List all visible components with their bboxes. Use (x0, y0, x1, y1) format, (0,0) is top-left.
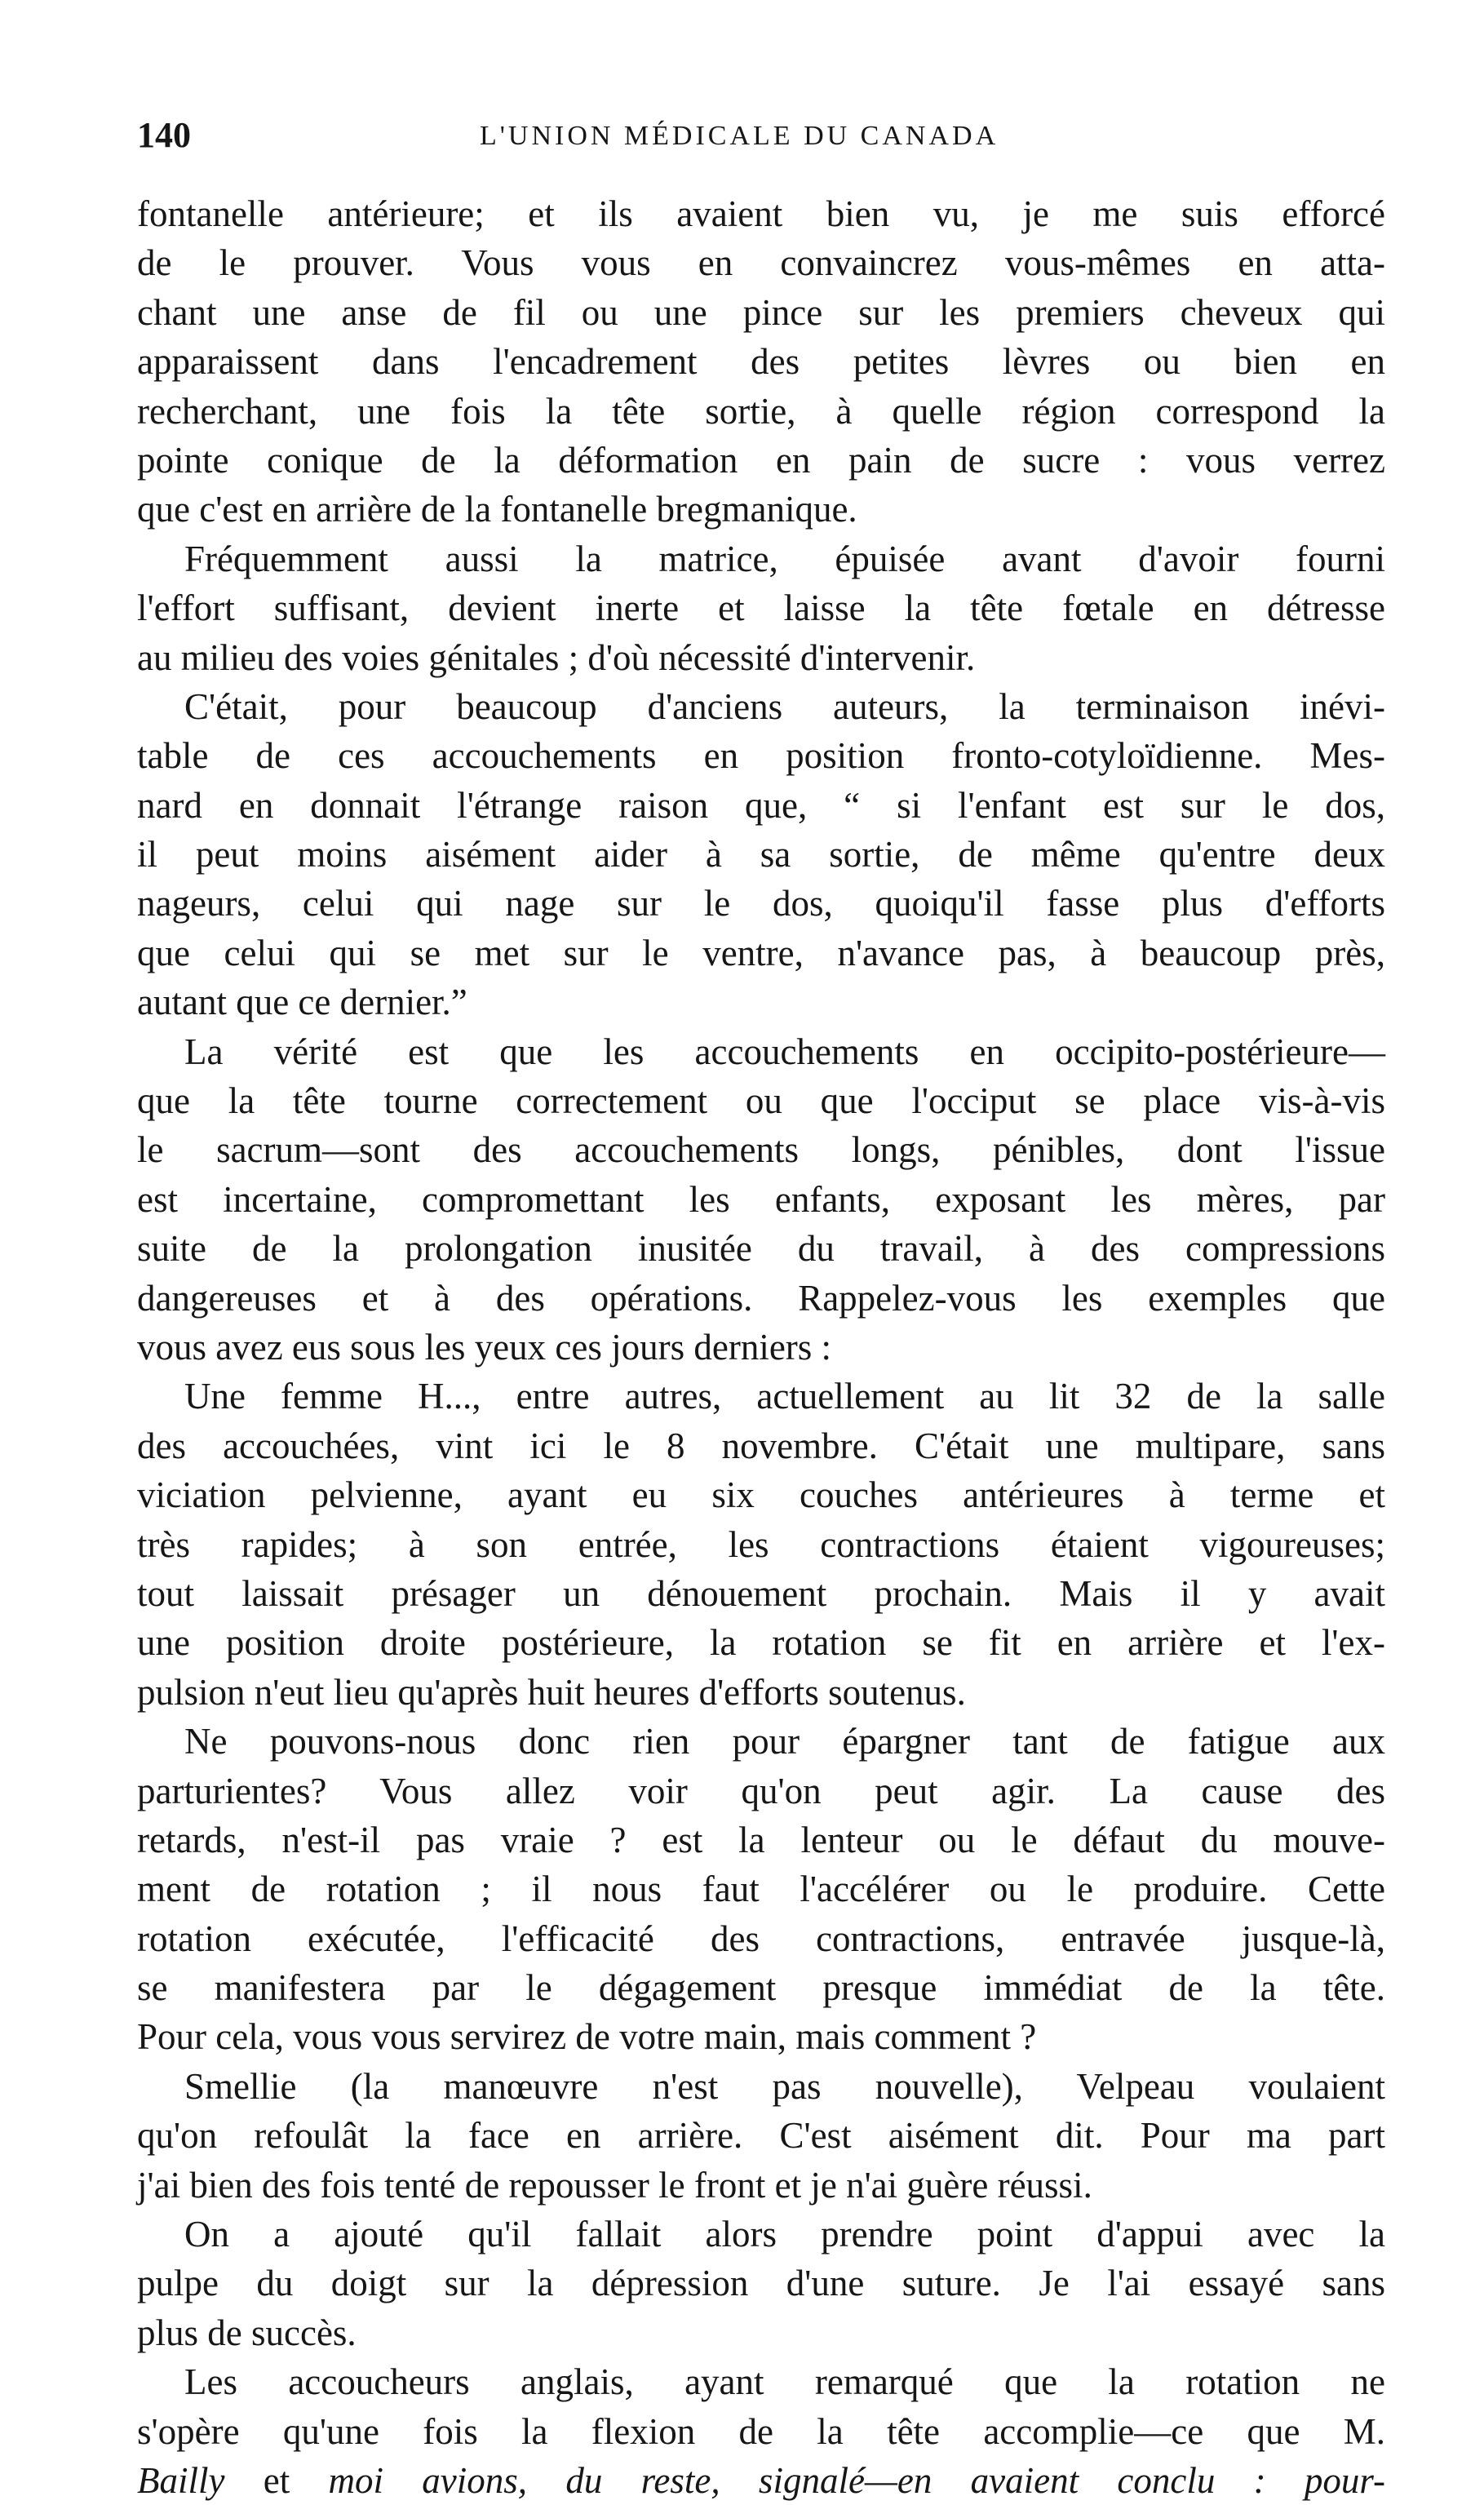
text-line: que celui qui se met sur le ventre, n'avance pas, à beaucoup près, (137, 932, 1385, 973)
text-line: très rapides; à son entrée, les contractions étaient vigoureuses; (137, 1523, 1385, 1565)
text-line: le sacrum—sont des accouchements longs, pénibles, dont l'issue (137, 1129, 1385, 1171)
text-line: chant une anse de fil ou une pince sur les premiers cheveux qui (137, 291, 1385, 333)
text-line: l'effort suffisant, devient inerte et laisse la tête fœtale en détresse (137, 587, 1385, 629)
text-line: pulpe du doigt sur la dépression d'une suture. Je l'ai essayé sans (137, 2263, 1385, 2304)
text-line: Une femme H..., entre autres, actuellement au lit 32 de la salle (184, 1376, 1385, 1417)
text-line (137, 2456, 1385, 2505)
text-line: s'opère qu'une fois la flexion de la tête accomplie—ce que M. (137, 2410, 1385, 2452)
text-line: pulsion n'eut lieu qu'après huit heures d'efforts soutenus. (137, 1671, 966, 1713)
text-line: Fréquemment aussi la matrice, épuisée avant d'avoir fourni (184, 538, 1385, 579)
text-line: que la tête tourne correctement ou que l'occiput se place vis-à-vis (137, 1080, 1385, 1122)
text-line: On a ajouté qu'il fallait alors prendre point d'appui avec la (184, 2214, 1385, 2255)
text-line: suite de la prolongation inusitée du travail, à des compressions (137, 1228, 1385, 1270)
text-line: retards, n'est-il pas vraie ? est la lenteur ou le défaut du mouve- (137, 1819, 1385, 1860)
text-line: Ne pouvons-nous donc rien pour épargner tant de fatigue aux (184, 1721, 1385, 1762)
text-line: il peut moins aisément aider à sa sortie, de même qu'entre deux (137, 834, 1385, 876)
paragraph (137, 2357, 1385, 2505)
page-header (137, 113, 1385, 158)
text-line: se manifestera par le dégagement presque immédiat de la tête. (137, 1967, 1385, 2009)
page-number: 140 (137, 115, 191, 155)
text-line: ment de rotation ; il nous faut l'accélérer ou le produire. Cette (137, 1869, 1385, 1910)
text-line: de le prouver. Vous vous en convaincrez vous-mêmes en atta- (137, 242, 1385, 284)
text-line: recherchant, une fois la tête sortie, à quelle région correspond la (137, 390, 1385, 432)
text-line: parturientes? Vous allez voir qu'on peut agir. La cause des (137, 1770, 1385, 1811)
paragraph (137, 2062, 1385, 2210)
text-line: plus de succès. (137, 2312, 357, 2353)
running-title: L'UNION MÉDICALE DU CANADA (480, 121, 999, 151)
paragraph (137, 682, 1385, 1027)
paragraph (137, 1372, 1385, 1717)
text-line: fontanelle antérieure; et ils avaient bien vu, je me suis efforcé (137, 193, 1385, 234)
text-line: nard en donnait l'étrange raison que, “ si l'enfant est sur le dos, (137, 784, 1385, 826)
italic-name: Bailly (137, 2459, 225, 2501)
paragraph (137, 1717, 1385, 2062)
paragraph (137, 189, 1385, 534)
paragraph (137, 2210, 1385, 2357)
text-line: viciation pelvienne, ayant eu six couches antérieures à terme et (137, 1474, 1385, 1516)
text-line: des accouchées, vint ici le 8 novembre. C'était une multipare, sans (137, 1425, 1385, 1466)
text-line: table de ces accouchements en position fronto-cotyloïdienne. Mes- (137, 735, 1385, 777)
body-text (137, 189, 1385, 2505)
text-line: pointe conique de la déformation en pain de sucre : vous verrez (137, 439, 1385, 481)
text-line: tout laissait présager un dénouement prochain. Mais il y avait (137, 1572, 1385, 1614)
text-line: au milieu des voies génitales ; d'où nécessité d'intervenir. (137, 636, 976, 678)
text-line: rotation exécutée, l'efficacité des contractions, entravée jusque-là, (137, 1918, 1385, 1959)
text-line: j'ai bien des fois tenté de repousser le front et je n'ai guère réussi. (137, 2164, 1092, 2206)
text-line: Smellie (la manœuvre n'est pas nouvelle), Velpeau voulaient (184, 2065, 1385, 2107)
text-line: nageurs, celui qui nage sur le dos, quoiqu'il fasse plus d'efforts (137, 883, 1385, 924)
text-line: autant que ce dernier.” (137, 982, 467, 1023)
text-run: et (224, 2459, 329, 2501)
text-line: qu'on refoulât la face en arrière. C'est aisément dit. Pour ma part (137, 2115, 1385, 2157)
text-line: apparaissent dans l'encadrement des petites lèvres ou bien en (137, 341, 1385, 383)
text-line: Pour cela, vous vous servirez de votre main, mais comment ? (137, 2016, 1037, 2058)
text-line: Les accoucheurs anglais, ayant remarqué que la rotation ne (184, 2361, 1385, 2403)
text-line: C'était, pour beaucoup d'anciens auteurs, la terminaison inévi- (184, 685, 1385, 727)
text-line: une position droite postérieure, la rotation se fit en arrière et l'ex- (137, 1622, 1385, 1664)
text-line: dangereuses et à des opérations. Rappelez-vous les exemples que (137, 1277, 1385, 1319)
paragraph (137, 1027, 1385, 1372)
text-line: vous avez eus sous les yeux ces jours derniers : (137, 1326, 832, 1368)
paragraph (137, 534, 1385, 682)
italic-run: moi avions, du reste, signalé—en avaient conclu : pour- (328, 2459, 1386, 2501)
text-line: que c'est en arrière de la fontanelle bregmanique. (137, 489, 857, 530)
text-line: est incertaine, compromettant les enfants, exposant les mères, par (137, 1178, 1385, 1220)
text-line: La vérité est que les accouchements en occipito-postérieure— (184, 1031, 1385, 1072)
